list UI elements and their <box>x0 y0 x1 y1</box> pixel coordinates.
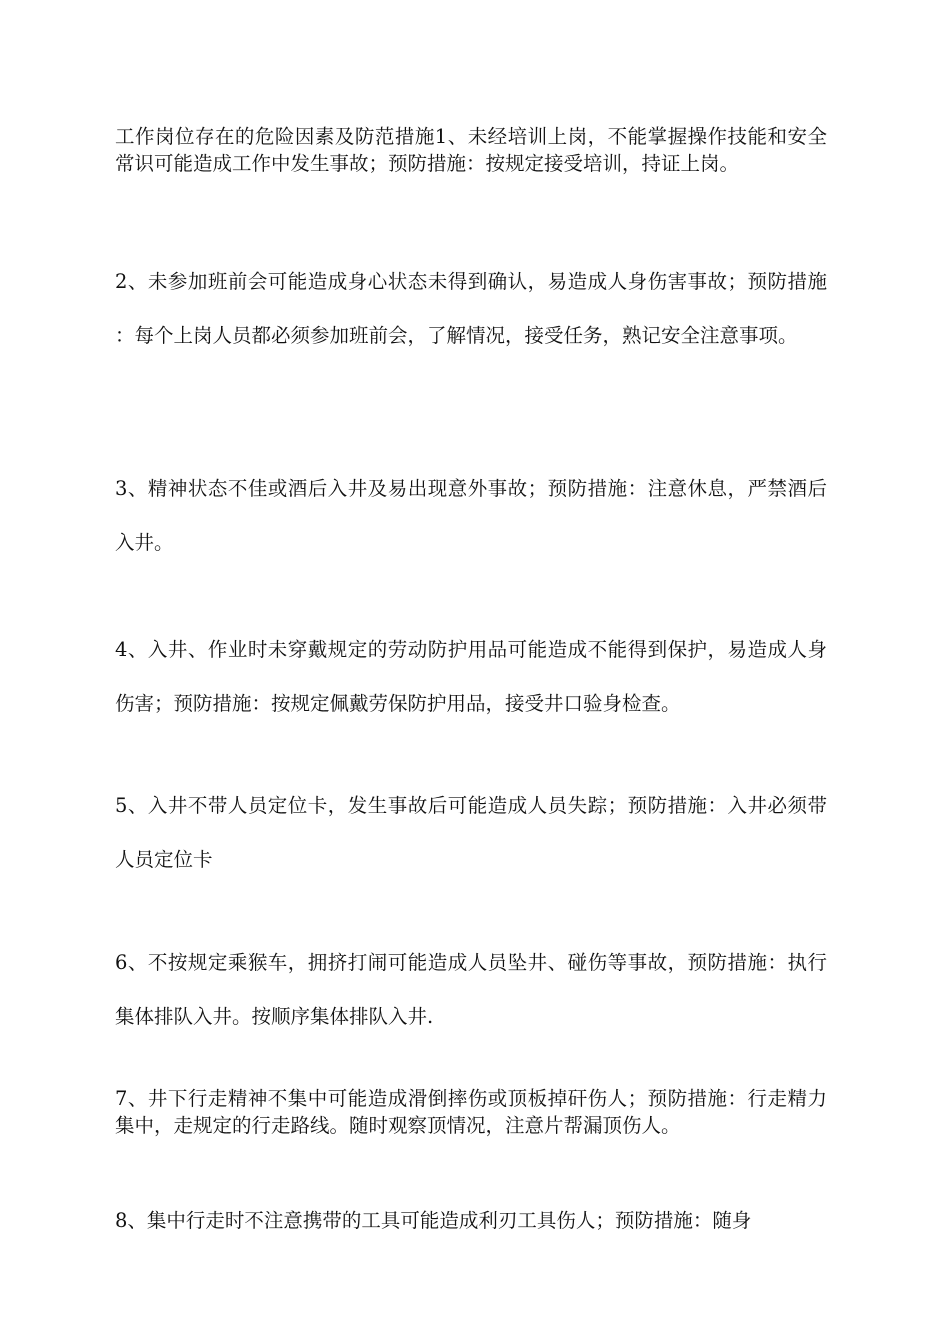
paragraph-item-5: 5、入井不带人员定位卡，发生事故后可能造成人员失踪；预防措施：入井必须带人员定位卡 <box>115 794 827 871</box>
paragraph-item-2: 2、未参加班前会可能造成身心状态未得到确认，易造成人身伤害事故；预防措施：每个上岗人员都必须参加班前会，了解情况，接受任务，熟记安全注意事项。 <box>115 270 827 347</box>
paragraph-intro-item-1: 工作岗位存在的危险因素及防范措施1、未经培训上岗，不能掌握操作技能和安全常识可能造成工作中发生事故；预防措施：按规定接受培训，持证上岗。 <box>115 125 827 175</box>
paragraph-item-8: 8、集中行走时不注意携带的工具可能造成利刃工具伤人；预防措施：随身 <box>115 1209 752 1232</box>
paragraph-item-7: 7、井下行走精神不集中可能造成滑倒摔伤或顶板掉矸伤人；预防措施：行走精力集中，走规定的行走路线。随时观察顶情况，注意片帮漏顶伤人。 <box>115 1087 827 1137</box>
paragraph-item-4: 4、入井、作业时未穿戴规定的劳动防护用品可能造成不能得到保护，易造成人身伤害；预防措施：按规定佩戴劳保防护用品，接受井口验身检查。 <box>115 638 827 715</box>
paragraph-item-6: 6、不按规定乘猴车，拥挤打闹可能造成人员坠井、碰伤等事故，预防措施：执行集体排队入井。按顺序集体排队入井. <box>115 951 827 1028</box>
paragraph-item-3: 3、精神状态不佳或酒后入井及易出现意外事故；预防措施：注意休息，严禁酒后入井。 <box>115 477 827 554</box>
